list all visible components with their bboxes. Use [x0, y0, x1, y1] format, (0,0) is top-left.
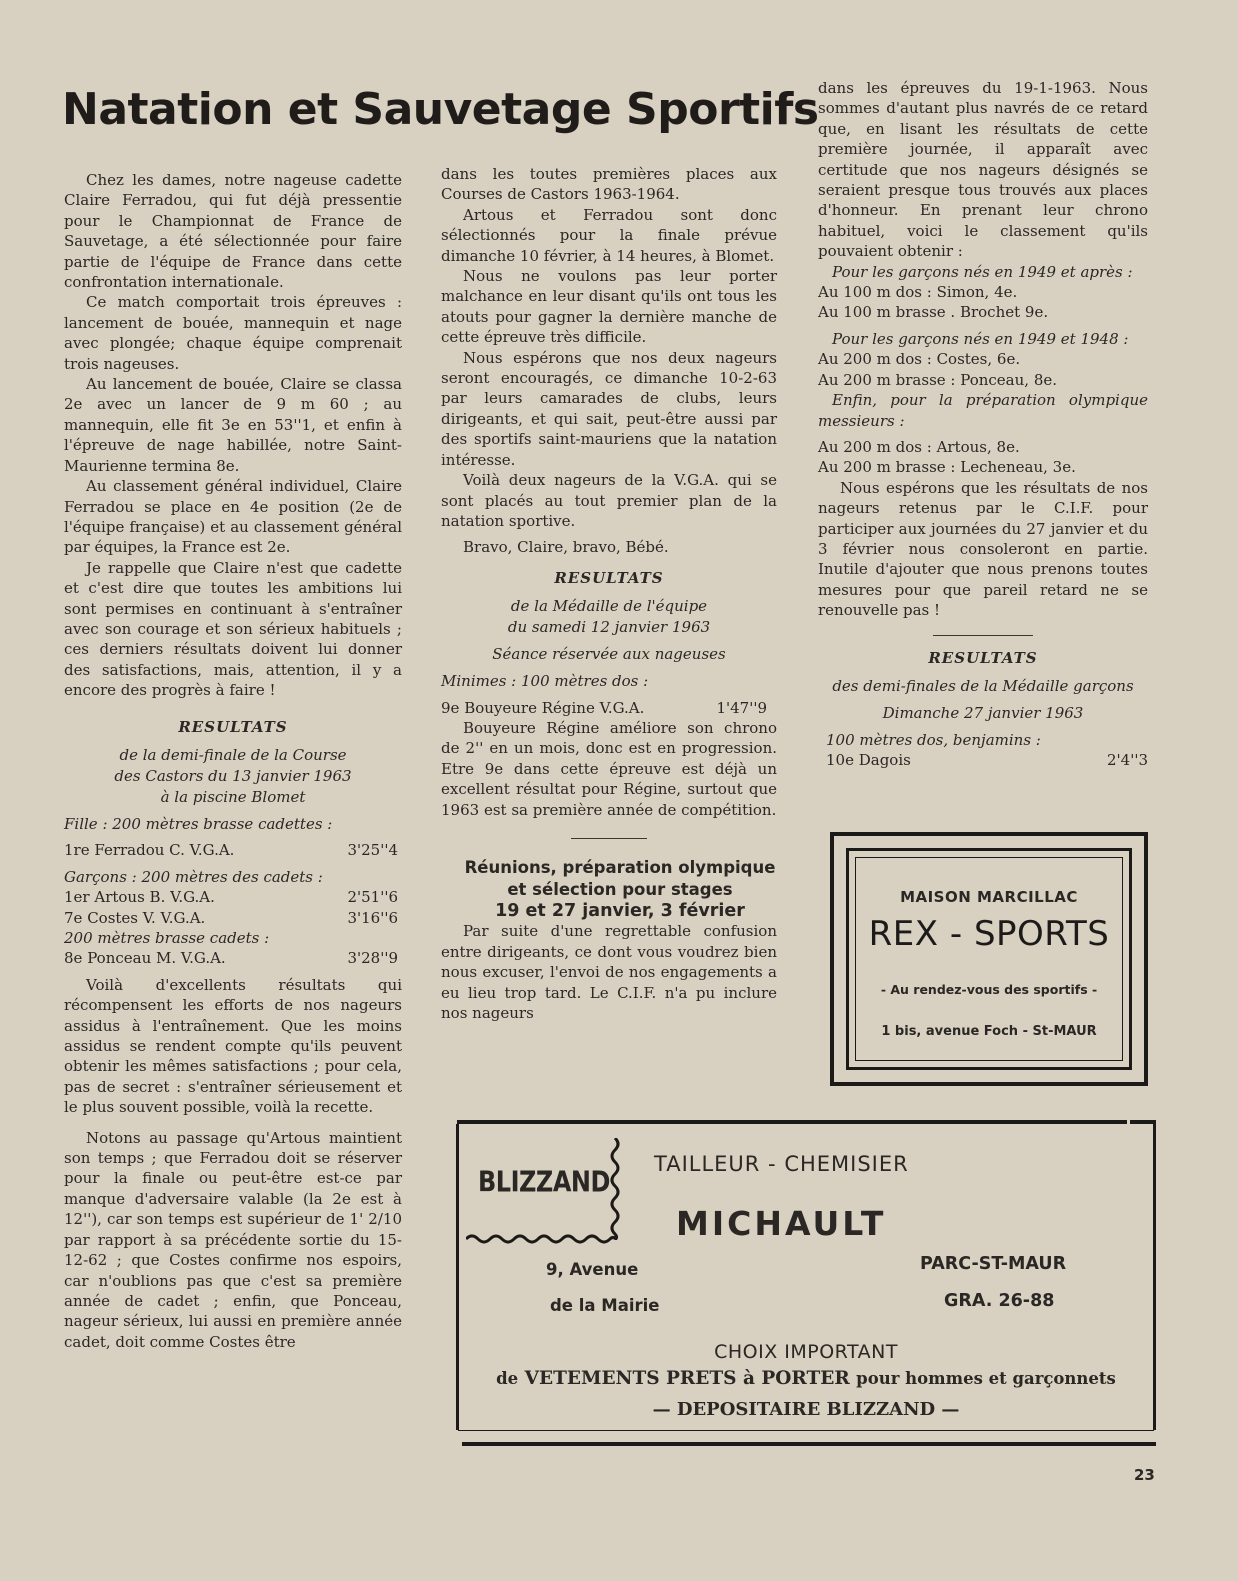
result-name: 7e Costes V. V.G.A.: [64, 908, 206, 927]
ad-text: de: [496, 1369, 519, 1388]
ad-address-line: 9, Avenue: [546, 1260, 639, 1279]
ad-clothing-line: [458, 1368, 1154, 1389]
ad-tagline: - Au rendez-vous des sportifs -: [880, 982, 1098, 997]
results-category: 100 mètres dos, benjamins :: [826, 730, 1041, 749]
result-row: [64, 908, 402, 928]
results-category: Pour les garçons nés en 1949 et 1948 :: [832, 329, 1129, 348]
result-line: Au 100 m brasse . Brochet 9e.: [818, 303, 1049, 322]
paragraph: Nous espérons que nos deux nageurs seront encouragés, ce dimanche 10-2-63 par leurs camarades de clubs, leurs dirigeants, et qui sait, peut-être aussi par des sportifs saint-mauriens que la natation intéresse.: [441, 348, 777, 469]
result-time: 3'25''4: [347, 841, 398, 860]
paragraph: dans les toutes premières places aux Courses de Castors 1963-1964.: [441, 165, 777, 204]
ad-trade: TAILLEUR - CHEMISIER: [654, 1152, 909, 1176]
results-heading: RESULTATS: [554, 568, 664, 587]
ad-shop-name: MICHAULT: [676, 1204, 887, 1243]
ad-border-top: [457, 1120, 1127, 1124]
results-subtitle: du samedi 12 janvier 1963: [507, 618, 711, 637]
paragraph: Nous ne voulons pas leur porter malchance en leur disant qu'ils ont tous les atouts pour gagner la dernière manche de cette épreuve très difficile.: [441, 267, 777, 347]
result-row: [441, 698, 777, 718]
results-heading: RESULTATS: [178, 717, 288, 736]
paragraph: Au lancement de bouée, Claire se classa 2e avec un lancer de 9 m 60 ; au mannequin, elle fit 3e en 53''1, et enfin à l'épreuve de nage habillée, notre Saint-Maurienne termina 8e.: [64, 375, 402, 475]
article-title: Natation et Sauvetage Sportifs: [62, 84, 819, 135]
ad-frame-inner: [855, 857, 1123, 1061]
results-category: Fille : 200 mètres brasse cadettes :: [64, 814, 333, 833]
paragraph: Artous et Ferradou sont donc sélectionnés pour la finale prévue dimanche 10 février, à 14 heures, à Blomet.: [441, 205, 777, 265]
section-heading: Réunions, préparation olympique: [464, 857, 776, 877]
ad-brand: REX - SPORTS: [868, 914, 1110, 954]
results-subtitle: Dimanche 27 janvier 1963: [882, 703, 1084, 722]
ad-depositaire: — DEPOSITAIRE BLIZZAND —: [652, 1399, 960, 1420]
result-time: 1'47''9: [716, 698, 767, 717]
ad-border-bottom: [462, 1442, 1156, 1446]
result-row: [64, 948, 402, 968]
paragraph: Par suite d'une regrettable confusion entre dirigeants, ce dont vous voudrez bien nous excuser, l'envoi de nos engagements a eu lieu trop tard. Le C.I.F. n'a pu inclure nos nageurs: [441, 922, 777, 1022]
result-line: Au 100 m dos : Simon, 4e.: [818, 283, 1018, 302]
ad-text: pour hommes et garçonnets: [856, 1369, 1116, 1388]
paragraph: Chez les dames, notre nageuse cadette Claire Ferradou, qui fut déjà pressentie pour le Championnat de France de Sauvetage, a été sélectionnée pour faire partie de l'équipe de France dans cette confrontation internationale.: [64, 171, 402, 292]
result-name: 8e Ponceau M. V.G.A.: [64, 949, 226, 968]
results-subtitle: de la demi-finale de la Course: [119, 745, 347, 764]
results-subtitle: des demi-finales de la Médaille garçons: [832, 676, 1134, 695]
ad-frame: [846, 848, 1132, 1070]
wavy-underline-icon: [466, 1232, 616, 1246]
paragraph: Au classement général individuel, Claire Ferradou se place en 4e position (2e de l'équipe française) et au classement général par équipes, la France est 2e.: [64, 477, 402, 557]
paragraph: Voilà deux nageurs de la V.G.A. qui se sont placés au tout premier plan de la natation sportive.: [441, 471, 777, 530]
ad-address-line: de la Mairie: [550, 1296, 660, 1315]
results-category: Garçons : 200 mètres des cadets :: [64, 867, 323, 886]
ad-address: 1 bis, avenue Foch - St-MAUR: [881, 1024, 1097, 1039]
result-line: Au 200 m brasse : Lecheneau, 3e.: [818, 458, 1076, 477]
result-name: 9e Bouyeure Régine V.G.A.: [441, 698, 645, 717]
result-name: 1re Ferradou C. V.G.A.: [64, 841, 235, 860]
result-time: 3'16''6: [347, 908, 398, 927]
blizzand-logo: BLIZZAND: [478, 1165, 610, 1199]
ad-border-bottom-thin: [458, 1430, 1154, 1431]
paragraph: dans les épreuves du 19-1-1963. Nous sommes d'autant plus navrés de ce retard que, en lisant les résultats de cette première journée, il apparaît avec certitude que nos nageurs désignés se seraient presque tous trouvés aux places d'honneur. En prenant leur chrono habituel, voici le classement qu'ils pouvaient obtenir :: [818, 79, 1148, 261]
paragraph: Notons au passage qu'Artous maintient son temps ; que Ferradou doit se réserver pour la finale ou peut-être est-ce par manque d'adversaire valable (la 2e est à 12''), car son temps est supérieur de 1' 2/10 par rapport à sa précédente sortie du 15-12-62 ; que Costes confirme nos espoirs, car n'oublions pas que c'est sa première année de cadet ; enfin, que Ponceau, nageur sérieux, lui aussi en première année cadet, doit comme Costes être: [64, 1128, 402, 1351]
page-number: 23: [1134, 1466, 1155, 1484]
paragraph: Bouyeure Régine améliore son chrono de 2'' en un mois, donc est en progression. Etre 9e dans cette épreuve est déjà un excellent résultat pour Régine, surtout que 1963 est sa première année de compétition.: [441, 718, 777, 819]
results-category: Enfin, pour la préparation olympique messieurs :: [818, 391, 1148, 430]
result-time: 3'28''9: [347, 949, 398, 968]
results-subtitle: à la piscine Blomet: [160, 787, 306, 806]
result-name: 1er Artous B. V.G.A.: [64, 888, 215, 907]
results-category: 200 mètres brasse cadets :: [64, 929, 270, 947]
column-2: [441, 164, 777, 1023]
section-heading: et sélection pour stages: [507, 879, 733, 899]
ad-phone: GRA. 26-88: [944, 1291, 1055, 1311]
results-heading: RESULTATS: [928, 648, 1038, 667]
results-subtitle: de la Médaille de l'équipe: [510, 597, 708, 616]
result-row: [64, 840, 402, 860]
result-row: [818, 750, 1148, 770]
rex-sports-ad: [830, 832, 1148, 1086]
section-dates: 19 et 27 janvier, 3 février: [495, 900, 745, 921]
paragraph: Bravo, Claire, bravo, Bébé.: [463, 538, 669, 557]
results-category: Pour les garçons nés en 1949 et après :: [832, 262, 1133, 281]
result-time: 2'4''3: [1106, 751, 1148, 770]
column-3: [818, 78, 1148, 771]
wavy-divider-icon: [608, 1138, 622, 1240]
separator: [933, 635, 1033, 636]
ad-shop-name: MAISON MARCILLAC: [900, 888, 1078, 906]
session-label: Séance réservée aux nageuses: [492, 645, 726, 664]
ad-text: VETEMENTS PRETS à PORTER: [524, 1368, 850, 1389]
result-line: Au 200 m brasse : Ponceau, 8e.: [818, 370, 1058, 389]
result-time: 2'51''6: [347, 888, 398, 907]
result-name: 10e Dagois: [826, 751, 911, 770]
results-subtitle: des Castors du 13 janvier 1963: [114, 766, 352, 785]
paragraph: Ce match comportait trois épreuves : lancement de bouée, mannequin et nage avec plongée; chaque équipe comprenait trois nageuses.: [64, 293, 402, 373]
column-1: [64, 170, 402, 1352]
result-row: [64, 887, 402, 907]
results-category: Minimes : 100 mètres dos :: [441, 672, 649, 691]
ad-city: PARC-ST-MAUR: [920, 1254, 1067, 1274]
ad-choice: CHOIX IMPORTANT: [714, 1341, 898, 1363]
separator: [571, 838, 647, 839]
result-line: Au 200 m dos : Costes, 6e.: [818, 350, 1021, 369]
paragraph: Je rappelle que Claire n'est que cadette et c'est dire que toutes les ambitions lui sont permises en continuant à s'entraîner avec son courage et son sérieux habituels ; ces derniers résultats doivent lui donner des satisfactions, mais, attention, il y a encore des progrès à faire !: [64, 558, 402, 700]
result-line: Au 200 m dos : Artous, 8e.: [818, 437, 1020, 456]
paragraph: Nous espérons que les résultats de nos nageurs retenus par le C.I.F. pour participer aux journées du 27 janvier et du 3 février nous consoleront en partie. Inutile d'ajouter que nous prenons toutes mesures pour que pareil retard ne se renouvelle pas !: [818, 478, 1148, 620]
paragraph: Voilà d'excellents résultats qui récompensent les efforts de nos nageurs assidus à l'entraînement. Que les moins assidus se rendent compte qu'ils peuvent obtenir les mêmes satisfactions ; pour cela, pas de secret : s'entraîner sérieusement et le plus souvent possible, voilà la recette.: [64, 975, 402, 1117]
